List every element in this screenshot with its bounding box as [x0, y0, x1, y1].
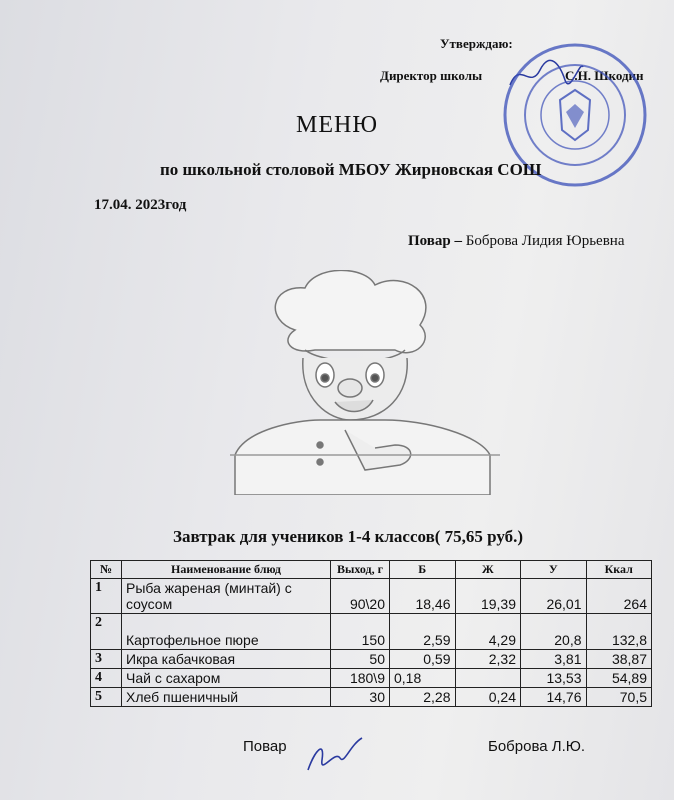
dish-name: Икра кабачковая [122, 650, 331, 669]
dish-yield: 30 [331, 688, 390, 707]
row-number: 2 [91, 614, 122, 650]
dish-carbs: 13,53 [521, 669, 587, 688]
dish-fat: 2,32 [455, 650, 521, 669]
table-header-row [91, 561, 652, 579]
menu-date: 17.04. 2023год [94, 197, 187, 213]
dish-yield: 150 [331, 614, 390, 650]
row-number: 4 [91, 669, 122, 688]
menu-table [90, 560, 652, 707]
dish-name: Рыба жареная (минтай) с соусом [122, 579, 331, 614]
dish-kcal: 54,89 [586, 669, 652, 688]
col-header-kcal: Ккал [586, 561, 652, 579]
col-header-yield: Выход, г [331, 561, 390, 579]
footer-cook-label: Повар [243, 738, 287, 755]
table-row [91, 579, 652, 614]
row-number: 5 [91, 688, 122, 707]
cook-name: Боброва Лидия Юрьевна [465, 233, 625, 249]
row-number: 3 [91, 650, 122, 669]
approve-label: Утверждаю: [440, 36, 513, 51]
dish-carbs: 14,76 [521, 688, 587, 707]
col-header-dish: Наименование блюд [122, 561, 331, 579]
dish-kcal: 132,8 [586, 614, 652, 650]
dish-protein: 0,18 [390, 669, 456, 688]
table-row [91, 688, 652, 707]
table-row [91, 669, 652, 688]
dish-name: Чай с сахаром [122, 669, 331, 688]
row-number: 1 [91, 579, 122, 614]
table-row [91, 614, 652, 650]
dish-protein: 0,59 [390, 650, 456, 669]
dish-fat [455, 669, 521, 688]
chef-illustration-icon [225, 270, 505, 495]
table-row [91, 650, 652, 669]
dish-fat: 19,39 [455, 579, 521, 614]
dish-yield: 90\20 [331, 579, 390, 614]
dish-fat: 4,29 [455, 614, 521, 650]
dish-carbs: 3,81 [521, 650, 587, 669]
col-header-number: № [91, 561, 122, 579]
dish-protein: 2,28 [390, 688, 456, 707]
breakfast-title: Завтрак для учеников 1-4 классов( 75,65 руб.) [173, 527, 524, 546]
cook-label: Повар – [408, 233, 466, 249]
dish-fat: 0,24 [455, 688, 521, 707]
page-title: МЕНЮ [296, 112, 378, 138]
dish-yield: 180\9 [331, 669, 390, 688]
dish-yield: 50 [331, 650, 390, 669]
canteen-subtitle: по школьной столовой МБОУ Жирновская СОШ [160, 160, 542, 179]
dish-kcal: 264 [586, 579, 652, 614]
dish-carbs: 26,01 [521, 579, 587, 614]
dish-kcal: 38,87 [586, 650, 652, 669]
col-header-protein: Б [390, 561, 456, 579]
dish-name: Картофельное пюре [122, 614, 331, 650]
director-name: С.Н. Шкодин [565, 68, 644, 83]
footer-cook-name: Боброва Л.Ю. [488, 738, 586, 755]
dish-carbs: 20,8 [521, 614, 587, 650]
dish-protein: 2,59 [390, 614, 456, 650]
dish-protein: 18,46 [390, 579, 456, 614]
dish-name: Хлеб пшеничный [122, 688, 331, 707]
cook-line [408, 233, 624, 250]
col-header-fat: Ж [455, 561, 521, 579]
cook-signature-icon [300, 730, 370, 780]
director-label: Директор школы [380, 68, 483, 83]
dish-kcal: 70,5 [586, 688, 652, 707]
col-header-carbs: У [521, 561, 587, 579]
